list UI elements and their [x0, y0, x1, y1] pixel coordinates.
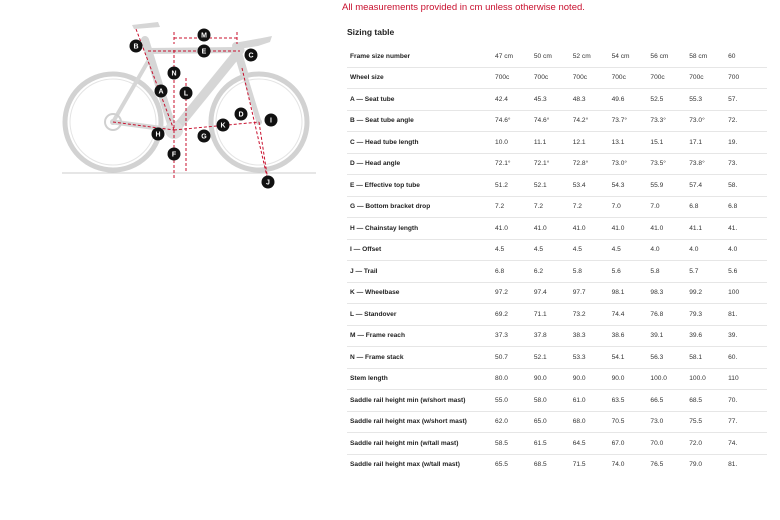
table-cell: 70.5 [612, 411, 651, 433]
table-cell: 4.0 [650, 239, 689, 261]
table-cell: 74.0 [611, 461, 625, 469]
label-f-marker [168, 148, 181, 161]
table-cell: 63.5 [612, 390, 651, 412]
table-cell: 74.6° [534, 110, 573, 132]
table-cell: 5.6 [728, 261, 767, 283]
table-cell: 56.3 [650, 347, 689, 369]
table-cell: 97.7 [573, 282, 612, 304]
row-label: L — Standover [347, 304, 495, 326]
table-cell: 38.6 [612, 325, 651, 347]
row-label: A — Seat tube [347, 89, 495, 111]
row-label: M — Frame reach [347, 325, 495, 347]
sizing-table [347, 46, 767, 475]
table-row [347, 239, 767, 261]
table-cell: 50.7 [495, 347, 534, 369]
table-cell: 41. [728, 218, 767, 240]
table-cell: 6.8 [689, 196, 728, 218]
sizing-table-title: Sizing table [347, 27, 395, 37]
table-cell: 4.0 [689, 239, 728, 261]
table-cell: 41.0 [573, 218, 612, 240]
table-cell: 7.0 [650, 196, 689, 218]
table-cell: 57.4 [689, 175, 728, 197]
row-label: N — Frame stack [347, 347, 495, 369]
row-label: E — Effective top tube [347, 175, 495, 197]
svg-text:A: A [158, 88, 164, 96]
row-label: Saddle rail height min (w/short mast) [347, 390, 495, 412]
table-cell: 10.0 [495, 132, 534, 154]
table-cell: 58.1 [689, 347, 728, 369]
svg-text:B: B [133, 43, 139, 51]
table-row [347, 347, 767, 369]
table-header-row [347, 46, 767, 67]
table-cell: 97.2 [495, 282, 534, 304]
table-cell: 4.5 [495, 239, 534, 261]
column-header: 50 cm [534, 46, 573, 67]
table-cell: 90.0 [534, 368, 573, 390]
table-cell: 5.8 [573, 261, 612, 283]
table-cell: 53.4 [573, 175, 612, 197]
table-cell: 6.2 [534, 261, 573, 283]
table-cell: 54.1 [612, 347, 651, 369]
table-cell: 4.5 [534, 239, 573, 261]
table-cell: 110 [728, 368, 767, 390]
svg-text:I: I [270, 117, 272, 125]
table-cell: 73.0 [650, 411, 689, 433]
row-label: Saddle rail height max (w/tall mast) [350, 461, 460, 469]
table-cell: 39. [728, 325, 767, 347]
table-cell: 700c [612, 67, 651, 89]
svg-text:C: C [248, 52, 254, 60]
label-k-marker [217, 119, 230, 132]
label-l-marker [180, 87, 193, 100]
table-row [347, 390, 767, 412]
table-cell: 37.3 [495, 325, 534, 347]
row-label: Wheel size [347, 67, 495, 89]
table-cell: 66.5 [650, 390, 689, 412]
table-cell: 52.5 [650, 89, 689, 111]
table-cell: 700 [728, 67, 767, 89]
row-label: Stem length [347, 368, 495, 390]
table-cell: 75.5 [689, 411, 728, 433]
table-cell: 73.0° [612, 153, 651, 175]
table-cell: 41.0 [650, 218, 689, 240]
row-label: K — Wheelbase [347, 282, 495, 304]
table-cell: 41.1 [689, 218, 728, 240]
svg-text:G: G [201, 133, 207, 141]
table-cell: 17.1 [689, 132, 728, 154]
table-body [347, 67, 767, 475]
svg-text:K: K [220, 122, 226, 130]
table-cell: 68.0 [573, 411, 612, 433]
table-cell: 65.5 [495, 461, 508, 469]
label-i-marker [265, 114, 278, 127]
table-row [347, 218, 767, 240]
column-header: Frame size number [347, 46, 495, 67]
table-cell: 74.6° [495, 110, 534, 132]
table-cell: 73.0° [689, 110, 728, 132]
table-cell: 42.4 [495, 89, 534, 111]
table-cell: 57. [728, 89, 767, 111]
table-cell: 55.0 [495, 390, 534, 412]
row-label: H — Chainstay length [347, 218, 495, 240]
table-cell: 100.0 [689, 368, 728, 390]
table-cell: 77. [728, 411, 767, 433]
column-header: 60 [728, 46, 767, 67]
svg-text:E: E [201, 48, 207, 56]
bike-geometry-diagram [58, 18, 320, 194]
table-row [347, 433, 767, 455]
table-row [347, 325, 767, 347]
table-cell: 72. [728, 110, 767, 132]
table-cell: 7.2 [495, 196, 534, 218]
table-cell: 61.0 [573, 390, 612, 412]
label-n-marker [168, 67, 181, 80]
table-cell: 51.2 [495, 175, 534, 197]
table-cell: 73. [728, 153, 767, 175]
table-cell: 71.1 [534, 304, 573, 326]
table-cell: 65.0 [534, 411, 573, 433]
table-cell: 72.0 [689, 433, 728, 455]
table-cell: 79.3 [689, 304, 728, 326]
table-cell: 70. [728, 390, 767, 412]
table-cell: 73.5° [650, 153, 689, 175]
table-cell: 49.6 [612, 89, 651, 111]
table-cell: 55.9 [650, 175, 689, 197]
table-cell: 5.7 [689, 261, 728, 283]
table-cell: 74. [728, 433, 767, 455]
table-cell: 700c [534, 67, 573, 89]
svg-text:F: F [171, 151, 177, 159]
table-row [347, 110, 767, 132]
table-cell: 38.3 [573, 325, 612, 347]
table-cell: 41.0 [612, 218, 651, 240]
table-cell: 68.5 [533, 461, 547, 469]
table-row [347, 282, 767, 304]
table-cell: 69.2 [495, 304, 534, 326]
measurement-notice: All measurements provided in cm unless otherwise noted. [342, 2, 585, 13]
table-cell: 45.3 [534, 89, 573, 111]
label-c-marker [245, 49, 258, 62]
table-cell: 5.8 [650, 261, 689, 283]
table-cell: 54.3 [612, 175, 651, 197]
table-cell: 7.2 [573, 196, 612, 218]
table-row [347, 153, 767, 175]
row-label: G — Bottom bracket drop [347, 196, 495, 218]
column-header: 54 cm [612, 46, 651, 67]
table-row [347, 67, 767, 89]
svg-text:H: H [155, 131, 161, 139]
label-m-marker [198, 29, 211, 42]
table-cell: 68.5 [689, 390, 728, 412]
table-cell: 73.2 [573, 304, 612, 326]
table-cell: 39.1 [650, 325, 689, 347]
table-cell: 90.0 [573, 368, 612, 390]
row-label: C — Head tube length [347, 132, 495, 154]
table-row [347, 368, 767, 390]
column-header: 58 cm [689, 46, 728, 67]
table-cell: 62.0 [495, 411, 534, 433]
label-g-marker [198, 130, 211, 143]
table-cell: 61.5 [534, 433, 573, 455]
label-d-marker [235, 108, 248, 121]
table-cell: 53.3 [573, 347, 612, 369]
row-label: Saddle rail height max (w/short mast) [347, 411, 495, 433]
table-cell: 90.0 [612, 368, 651, 390]
column-header: 56 cm [650, 46, 689, 67]
table-cell: 700c [650, 67, 689, 89]
table-cell: 55.3 [689, 89, 728, 111]
table-cell: 41.0 [495, 218, 534, 240]
table-cell: 39.6 [689, 325, 728, 347]
table-cell: 72.1° [534, 153, 573, 175]
table-cell: 99.2 [689, 282, 728, 304]
table-row [347, 411, 767, 433]
svg-text:L: L [183, 90, 189, 98]
table-cell: 98.1 [612, 282, 651, 304]
table-cell: 73.3° [650, 110, 689, 132]
table-cell: 700c [689, 67, 728, 89]
table-cell: 100.0 [650, 368, 689, 390]
table-cell: 52.1 [534, 347, 573, 369]
table-row [347, 304, 767, 326]
table-cell: 4.5 [612, 239, 651, 261]
table-cell: 100 [728, 282, 767, 304]
table-cell: 97.4 [534, 282, 573, 304]
table-row [347, 196, 767, 218]
table-cell: 37.8 [534, 325, 573, 347]
label-h-marker [152, 128, 165, 141]
row-label: B — Seat tube angle [347, 110, 495, 132]
column-header: 47 cm [495, 46, 534, 67]
table-cell: 700c [573, 67, 612, 89]
label-e-marker [198, 45, 211, 58]
table-cell: 64.5 [573, 433, 612, 455]
table-cell: 11.1 [534, 132, 573, 154]
table-cell: 19. [728, 132, 767, 154]
svg-text:J: J [266, 179, 270, 187]
table-cell: 4.5 [573, 239, 612, 261]
table-cell: 52.1 [534, 175, 573, 197]
table-cell: 81. [728, 461, 738, 469]
table-row [347, 175, 767, 197]
svg-text:M: M [201, 32, 207, 40]
table-cell: 41.0 [534, 218, 573, 240]
row-label: Saddle rail height min (w/tall mast) [347, 433, 495, 455]
label-b-marker [130, 40, 143, 53]
table-row [347, 261, 767, 283]
table-cell: 60. [728, 347, 767, 369]
column-header: 52 cm [573, 46, 612, 67]
table-cell: 13.1 [612, 132, 651, 154]
svg-text:N: N [171, 70, 177, 78]
table-cell: 76.5 [650, 461, 664, 469]
table-cell: 70.0 [650, 433, 689, 455]
table-cell: 15.1 [650, 132, 689, 154]
table-cell: 76.8 [650, 304, 689, 326]
table-cell: 73.7° [612, 110, 651, 132]
label-a-marker [155, 85, 168, 98]
svg-text:D: D [238, 111, 244, 119]
sizing-table-container[interactable] [347, 46, 740, 469]
table-cell: 98.3 [650, 282, 689, 304]
table-cell: 58.5 [495, 433, 534, 455]
table-cell: 67.0 [612, 433, 651, 455]
table-cell: 6.8 [495, 261, 534, 283]
label-j-marker [262, 176, 275, 189]
table-cell: 4.0 [728, 239, 767, 261]
table-cell: 700c [495, 67, 534, 89]
table-cell: 81. [728, 304, 767, 326]
row-label: I — Offset [347, 239, 495, 261]
table-cell: 71.5 [572, 461, 586, 469]
table-cell: 7.0 [612, 196, 651, 218]
table-cell: 79.0 [689, 461, 703, 469]
table-cell: 12.1 [573, 132, 612, 154]
table-cell: 80.0 [495, 368, 534, 390]
table-cell: 58. [728, 175, 767, 197]
table-cell: 74.4 [612, 304, 651, 326]
table-cell: 58.0 [534, 390, 573, 412]
row-label: D — Head angle [347, 153, 495, 175]
table-cell: 72.1° [495, 153, 534, 175]
table-cell: 7.2 [534, 196, 573, 218]
table-cell: 5.6 [612, 261, 651, 283]
table-cell: 6.8 [728, 196, 767, 218]
table-row [347, 454, 767, 475]
row-label: J — Trail [347, 261, 495, 283]
table-cell: 48.3 [573, 89, 612, 111]
table-row [347, 132, 767, 154]
table-cell: 73.8° [689, 153, 728, 175]
table-cell: 74.2° [573, 110, 612, 132]
table-cell: 72.8° [573, 153, 612, 175]
table-row [347, 89, 767, 111]
